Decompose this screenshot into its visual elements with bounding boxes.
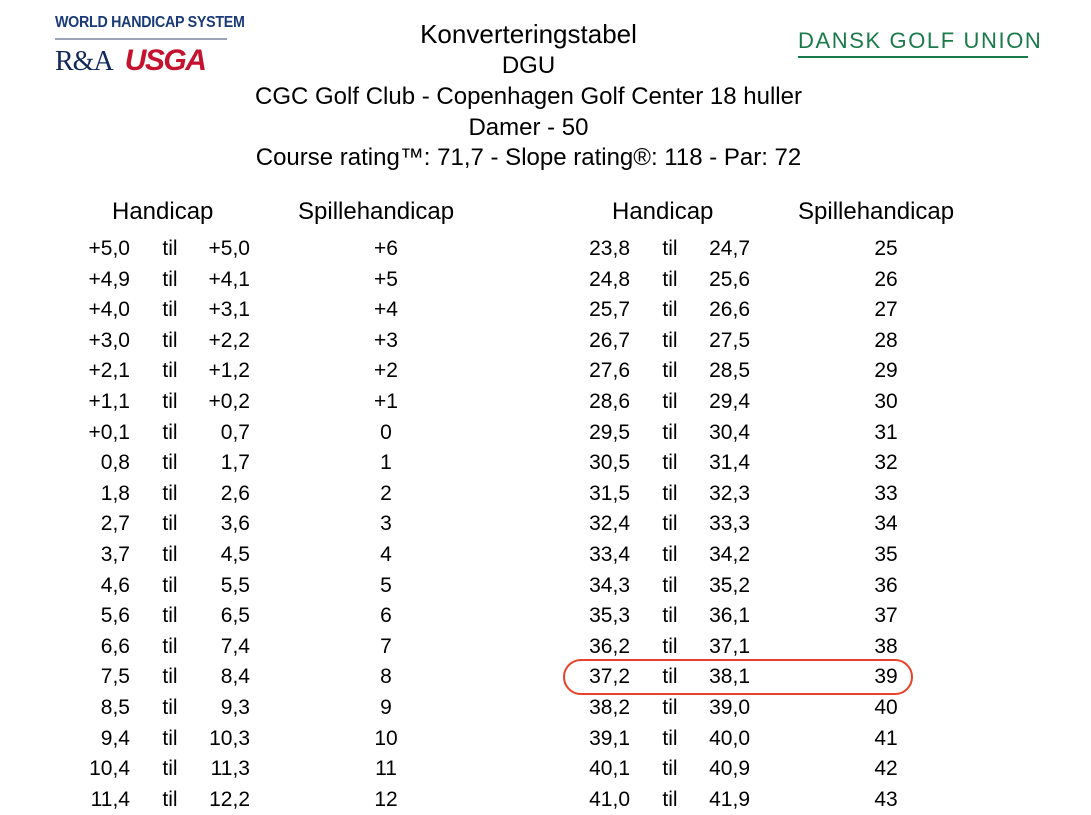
spillehandicap-cell: 25 (874, 237, 898, 260)
handicap-to-cell: 9,3 (220, 695, 250, 719)
column-header-handicap: Handicap (112, 198, 214, 225)
handicap-to-cell: 33,3 (709, 512, 750, 536)
til-label: til (662, 481, 678, 505)
course-name: CGC Golf Club - Copenhagen Golf Center 18 huller (255, 83, 802, 110)
handicap-from-cell: 4,6 (100, 573, 130, 597)
page-subtitle-org: DGU (501, 52, 556, 79)
til-label: til (662, 237, 678, 260)
spillehandicap-cell: 42 (874, 757, 898, 781)
handicap-from-cell: 8,5 (100, 695, 130, 719)
handicap-to-cell: 29,4 (709, 389, 750, 413)
spillehandicap-cell: 0 (380, 420, 392, 444)
handicap-from-cell: 33,4 (589, 542, 630, 566)
handicap-from-cell: 24,8 (589, 267, 630, 291)
til-label: til (162, 604, 178, 628)
handicap-from-cell: +1,1 (88, 389, 130, 413)
spillehandicap-cell: 10 (374, 726, 398, 750)
til-label: til (162, 787, 178, 811)
handicap-from-cell: 11,4 (90, 787, 130, 811)
handicap-from-cell: 6,6 (100, 634, 130, 658)
handicap-from-cell: 40,1 (589, 757, 630, 781)
spillehandicap-cell: 30 (874, 389, 898, 413)
spillehandicap-cell: +6 (374, 237, 398, 260)
spillehandicap-cell: 39 (874, 665, 898, 689)
handicap-to-cell: 7,4 (220, 634, 250, 658)
handicap-to-cell: +1,2 (208, 359, 250, 383)
til-label: til (162, 451, 178, 475)
handicap-to-cell: 40,0 (709, 726, 750, 750)
handicap-from-cell: +2,1 (88, 359, 130, 383)
til-label: til (662, 359, 678, 383)
handicap-to-cell: +4,1 (208, 267, 250, 291)
handicap-from-cell: 0,8 (100, 451, 130, 475)
til-label: til (662, 757, 678, 781)
spillehandicap-cell: 43 (874, 787, 898, 811)
til-label: til (662, 267, 678, 291)
handicap-to-cell: 39,0 (709, 695, 750, 719)
handicap-from-cell: 38,2 (589, 695, 630, 719)
handicap-to-cell: 4,5 (220, 542, 250, 566)
til-label: til (662, 542, 678, 566)
handicap-to-cell: 6,5 (220, 604, 250, 628)
til-label: til (662, 604, 678, 628)
handicap-to-cell: 30,4 (709, 420, 750, 444)
til-label: til (162, 267, 178, 291)
til-label: til (162, 389, 178, 413)
til-label: til (162, 328, 178, 352)
ra-logo: R&A (55, 46, 113, 77)
spillehandicap-cell: 35 (874, 542, 898, 566)
til-label: til (162, 726, 178, 750)
highlighted-row-marker (563, 659, 913, 695)
spillehandicap-cell: 36 (874, 573, 898, 597)
handicap-to-cell: 27,5 (709, 328, 750, 352)
handicap-from-cell: 34,3 (589, 573, 630, 597)
handicap-to-cell: +0,2 (208, 389, 250, 413)
spillehandicap-cell: 40 (874, 695, 898, 719)
usga-logo: USGA (124, 44, 206, 77)
handicap-from-cell: +4,9 (88, 267, 130, 291)
til-label: til (662, 451, 678, 475)
spillehandicap-cell: +3 (374, 328, 398, 352)
handicap-to-cell: 1,7 (220, 451, 250, 475)
handicap-from-cell: 2,7 (100, 512, 130, 536)
handicap-from-cell: 35,3 (589, 604, 630, 628)
spillehandicap-cell: 41 (874, 726, 898, 750)
til-label: til (162, 757, 178, 781)
handicap-to-cell: 40,9 (709, 757, 750, 781)
spillehandicap-cell: 7 (380, 634, 392, 658)
handicap-from-cell: 3,7 (100, 542, 130, 566)
handicap-to-cell: +3,1 (208, 298, 250, 322)
column-header-spillehandicap: Spillehandicap (798, 198, 955, 225)
til-label: til (162, 420, 178, 444)
til-label: til (662, 420, 678, 444)
spillehandicap-cell: 37 (874, 604, 898, 628)
handicap-from-cell: 31,5 (589, 481, 630, 505)
til-label: til (662, 328, 678, 352)
til-label: til (162, 237, 178, 260)
handicap-to-cell: 36,1 (709, 604, 750, 628)
spillehandicap-cell: 31 (874, 420, 898, 444)
handicap-from-cell: 36,2 (589, 634, 630, 658)
spillehandicap-cell: 27 (874, 298, 898, 322)
handicap-to-cell: 8,4 (220, 665, 250, 689)
til-label: til (662, 665, 678, 689)
handicap-to-cell: 37,1 (709, 634, 750, 658)
til-label: til (662, 787, 678, 811)
til-label: til (162, 298, 178, 322)
spillehandicap-cell: 9 (380, 695, 392, 719)
handicap-to-cell: 28,5 (709, 359, 750, 383)
spillehandicap-cell: 5 (380, 573, 392, 597)
spillehandicap-cell: +4 (374, 298, 398, 322)
whs-logo-text: WORLD HANDICAP SYSTEM (55, 14, 245, 31)
tee-category: Damer - 50 (468, 114, 589, 141)
til-label: til (162, 695, 178, 719)
handicap-from-cell: 41,0 (589, 787, 630, 811)
handicap-from-cell: +4,0 (88, 298, 130, 322)
handicap-to-cell: 32,3 (709, 481, 750, 505)
spillehandicap-cell: +5 (374, 267, 398, 291)
spillehandicap-cell: 11 (375, 757, 397, 781)
handicap-from-cell: 30,5 (589, 451, 630, 475)
spillehandicap-cell: 32 (874, 451, 898, 475)
til-label: til (162, 512, 178, 536)
handicap-from-cell: +0,1 (88, 420, 130, 444)
handicap-from-cell: 23,8 (589, 237, 630, 260)
column-header-spillehandicap: Spillehandicap (298, 198, 455, 225)
handicap-to-cell: 3,6 (220, 512, 250, 536)
handicap-from-cell: 37,2 (589, 665, 630, 689)
handicap-to-cell: 11,3 (210, 757, 250, 781)
handicap-from-cell: 7,5 (100, 665, 130, 689)
spillehandicap-cell: +1 (374, 389, 398, 413)
handicap-from-cell: +3,0 (88, 328, 130, 352)
handicap-to-cell: +2,2 (208, 328, 250, 352)
spillehandicap-cell: 29 (874, 359, 898, 383)
handicap-from-cell: 10,4 (89, 757, 130, 781)
handicap-to-cell: 25,6 (709, 267, 750, 291)
til-label: til (162, 573, 178, 597)
handicap-from-cell: 5,6 (100, 604, 130, 628)
til-label: til (662, 389, 678, 413)
spillehandicap-cell: +2 (374, 359, 398, 383)
spillehandicap-cell: 2 (380, 481, 392, 505)
spillehandicap-cell: 38 (874, 634, 898, 658)
spillehandicap-cell: 3 (380, 512, 392, 536)
handicap-to-cell: 34,2 (709, 542, 750, 566)
til-label: til (662, 695, 678, 719)
handicap-to-cell: 12,2 (209, 787, 250, 811)
spillehandicap-cell: 8 (380, 665, 392, 689)
handicap-to-cell: 38,1 (709, 665, 750, 689)
column-header-handicap: Handicap (612, 198, 714, 225)
spillehandicap-cell: 34 (874, 512, 898, 536)
handicap-from-cell: 26,7 (589, 328, 630, 352)
handicap-from-cell: 1,8 (100, 481, 130, 505)
til-label: til (662, 512, 678, 536)
spillehandicap-cell: 12 (374, 787, 398, 811)
handicap-to-cell: 31,4 (709, 451, 750, 475)
til-label: til (162, 665, 178, 689)
til-label: til (662, 298, 678, 322)
handicap-to-cell: 24,7 (709, 237, 750, 260)
handicap-to-cell: 0,7 (220, 420, 250, 444)
handicap-from-cell: 29,5 (589, 420, 630, 444)
til-label: til (162, 634, 178, 658)
handicap-from-cell: 28,6 (589, 389, 630, 413)
handicap-to-cell: 35,2 (709, 573, 750, 597)
spillehandicap-cell: 1 (380, 451, 392, 475)
handicap-to-cell: 41,9 (709, 787, 750, 811)
handicap-from-cell: 25,7 (589, 298, 630, 322)
handicap-from-cell: 32,4 (589, 512, 630, 536)
spillehandicap-cell: 28 (874, 328, 898, 352)
handicap-from-cell: +5,0 (88, 237, 130, 260)
dgu-logo-text: DANSK GOLF UNION (798, 28, 1043, 53)
handicap-to-cell: 2,6 (220, 481, 250, 505)
spillehandicap-cell: 6 (380, 604, 392, 628)
spillehandicap-cell: 33 (874, 481, 898, 505)
til-label: til (162, 542, 178, 566)
til-label: til (662, 726, 678, 750)
handicap-to-cell: 10,3 (209, 726, 250, 750)
spillehandicap-cell: 26 (874, 267, 898, 291)
handicap-from-cell: 39,1 (589, 726, 630, 750)
handicap-to-cell: 26,6 (709, 298, 750, 322)
handicap-from-cell: 27,6 (589, 359, 630, 383)
til-label: til (162, 359, 178, 383)
course-rating-line: Course rating™: 71,7 - Slope rating®: 118 - Par: 72 (255, 144, 802, 171)
til-label: til (662, 634, 678, 658)
til-label: til (162, 481, 178, 505)
til-label: til (662, 573, 678, 597)
handicap-to-cell: +5,0 (208, 237, 250, 260)
handicap-to-cell: 5,5 (220, 573, 250, 597)
page-title: Konverteringstabel (420, 19, 637, 49)
spillehandicap-cell: 4 (380, 542, 392, 566)
handicap-from-cell: 9,4 (100, 726, 130, 750)
